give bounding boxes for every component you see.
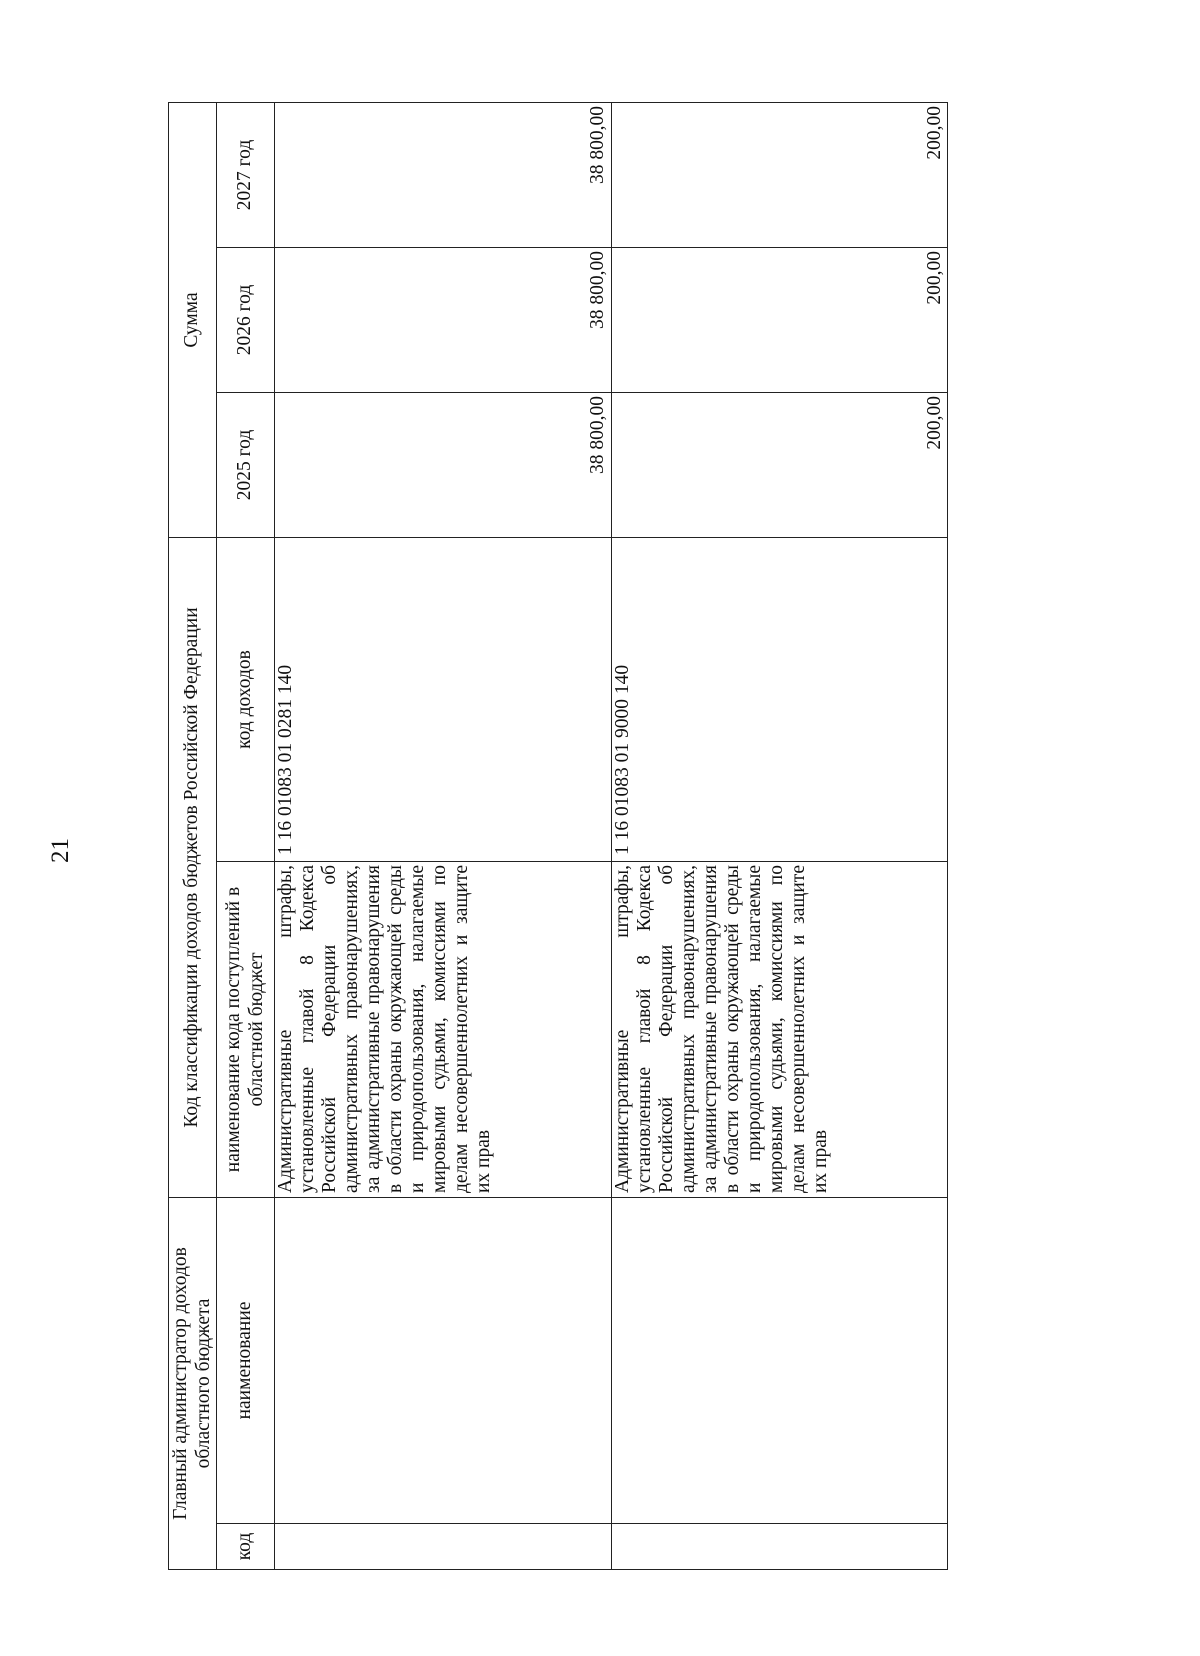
cell-admin-name (611, 1198, 948, 1524)
cell-sum-2027: 38 800,00 (275, 102, 612, 247)
header-admin-group: Главный администратор доходов областного бюджета (169, 1198, 217, 1570)
cell-sum-2025: 38 800,00 (275, 393, 612, 538)
header-income-code: код доходов (217, 538, 275, 862)
cell-sum-2026: 200,00 (611, 248, 948, 393)
header-admin-code: код (217, 1524, 275, 1570)
header-row-2 (217, 102, 275, 1569)
header-year-2027: 2027 год (217, 102, 275, 247)
cell-income-description: Административные штрафы, установленные главой 8 Кодекса Российской Федерации об административных правонарушениях, за административные правонарушения в области охраны окружающей среды и природопользования, налагаемые мировыми судьями, комиссиями по делам несовершеннолетних и защите их прав (611, 862, 948, 1198)
cell-income-description: Административные штрафы, установленные главой 8 Кодекса Российской Федерации об административных правонарушениях, за административные правонарушения в области охраны окружающей среды и природопользования, налагаемые мировыми судьями, комиссиями по делам несовершеннолетних и защите их прав (275, 862, 612, 1198)
rotated-table-wrapper (168, 102, 948, 1570)
cell-income-code: 1 16 01083 01 9000 140 (611, 538, 948, 862)
header-classification-group: Код классификации доходов бюджетов Российской Федерации (169, 538, 217, 1198)
cell-sum-2026: 38 800,00 (275, 248, 612, 393)
revenue-table (168, 102, 948, 1570)
header-year-2026: 2026 год (217, 248, 275, 393)
table-row (611, 102, 948, 1569)
header-sum-group: Сумма (169, 102, 217, 537)
cell-income-code: 1 16 01083 01 0281 140 (275, 538, 612, 862)
cell-admin-code (611, 1524, 948, 1570)
table-row (275, 102, 612, 1569)
header-row-1 (169, 102, 217, 1569)
header-admin-name: наименование (217, 1198, 275, 1524)
cell-sum-2025: 200,00 (611, 393, 948, 538)
cell-sum-2027: 200,00 (611, 102, 948, 247)
header-income-name: наименование кода поступлений в областной бюджет (217, 862, 275, 1198)
cell-admin-name (275, 1198, 612, 1524)
header-year-2025: 2025 год (217, 393, 275, 538)
page-number: 21 (47, 838, 74, 863)
cell-admin-code (275, 1524, 612, 1570)
